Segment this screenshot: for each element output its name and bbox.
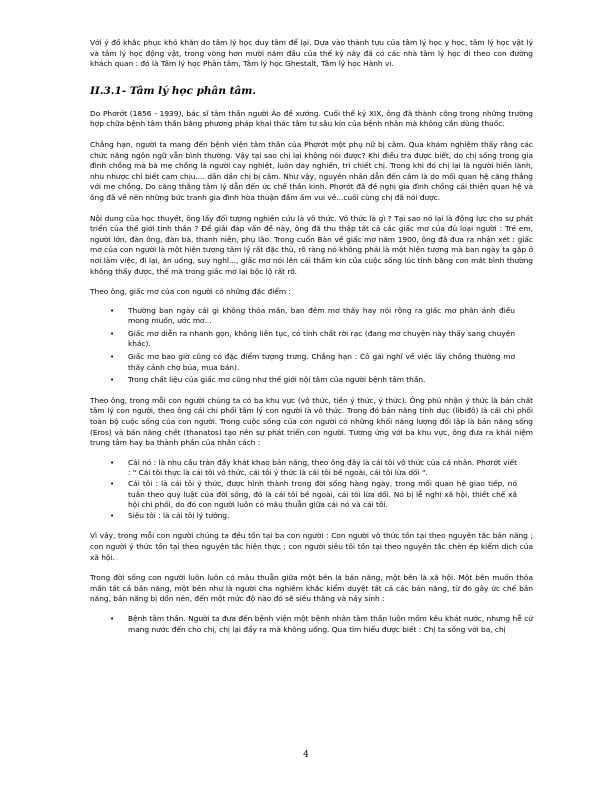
list-item: • Thường ban ngày cái gì không thỏa mãn, ban đêm mơ thấy hay nói rộng ra giấc mơ phản ánh điều mong muốn, ước mơ... bbox=[110, 305, 515, 326]
list-item: • Giấc mơ diễn ra nhanh gọn, không liên tục, có tính chất rời rạc (đang mơ chuyện này thấy sang chuyện khác). bbox=[110, 328, 515, 349]
bullet-icon: • bbox=[110, 458, 115, 467]
bullet-icon: • bbox=[110, 306, 115, 315]
bullet-icon: • bbox=[110, 511, 115, 520]
sublimation-list bbox=[90, 614, 533, 635]
paragraph-unconscious-dreams: Nội dung của học thuyết, ông lấy đối tượng nghiên cứu là vô thức. Vô thức là gì ? Tại sao nó lại là động lực cho sự phát triển của thế giới tinh thần ? Để giải đáp vấn đề này, ông đã thu thập tất cả các giấc mơ của đủ loại người : Trẻ em, người lớn, đàn ông, đàn bà, thanh niên, phụ lão. Trong cuốn Bàn về giấc mơ năm 1900, ông đã đưa ra nhận xét : giấc mơ của con người là một hiện tượng tâm lý rất đặc thù, rõ ràng nó không phải là một hiện tượng mà ban ngày ta gặp ở nơi làm việc, đi lại, ăn uống, suy nghĩ..., giấc mơ nói lên cái thầm kín của cuộc sống lúc tỉnh bằng con mắt bình thường không thấy được, thế mà trong giấc mơ lại bộc lộ rất rõ. bbox=[90, 213, 533, 276]
paragraph-mute-woman-case: Chẳng hạn, người ta mang đến bệnh viện tâm thần của Phơrớt một phụ nữ bị câm. Qua khám nghiệm thấy rằng các chức năng ngôn ngữ vẫn bình thường. Vậy tại sao chị lại không nói được? Khi điều tra được biết, do chị sống trong gia đình chồng mà bà mẹ chồng là người cay nghiệt, luôn day nghiến, trì chiết chị. Trong khi đó chị lại là người hiền lành, nhu nhược chỉ biết cam chịu.... dần dần chị bị câm. Như vậy, nguyên nhân dẫn đến câm là do mối quan hệ căng thẳng với mẹ chồng. Do căng thẳng tâm lý dẫn đến ức chế thần kinh. Phơrớt đã đề nghị gia đình chồng cải thiện quan hệ và ông đã về nên những bức tranh gia đình hòa thuận đầm ấm vui vẻ...cuối cùng chị đã nói được. bbox=[90, 139, 533, 202]
list-item: • Siêu tôi : là cái tôi lý tưởng. bbox=[110, 510, 230, 520]
bullet-icon: • bbox=[110, 480, 115, 488]
paragraph-conflict: Trong đời sống con người luôn luôn có mâu thuẫn giữa một bên là bản năng, một bên là xã hội. Một bên muốn thỏa mãn tất cả bản năng, một bên như là người cha nghiêm khắc kiểm duyệt tất cả các bản năng, từ đó gây ức chế bản năng, bản năng bị dồn nén, đến một mức độ nào đó sẽ siêu thăng và nảy sinh : bbox=[90, 573, 533, 604]
page-number: 4 bbox=[303, 750, 309, 760]
list-item: • Cái nó : là nhu cầu tràn đầy khát khao bản năng, theo ông đây là cái tôi vô thức của cá nhân. Phơrớt viết : " Cái tôi thực là cái tôi vô thức, cái tôi ý thức là cái tôi bề ngoài, cái tôi lừa dối ". bbox=[110, 457, 517, 478]
bullet-icon: • bbox=[110, 614, 115, 623]
list-item: • Trong chất liệu của giấc mơ cũng như thế giới nội tâm của người bệnh tâm thần. bbox=[110, 375, 426, 385]
intro-paragraph: Với ý đồ khắc phục khó khăn do tâm lý học duy tâm để lại. Dựa vào thành tựu của tâm lý học y học, tâm lý học vật lý và tâm lý học động vật, trong vòng hơn mười năm đầu của thế kỷ này đã có các nhà tâm lý học đi theo con đường khách quan : đó là Tâm lý học Phân tâm, Tâm lý học Ghestalt, Tâm lý học Hành vi. bbox=[90, 38, 533, 69]
list-item: • Giấc mơ bao giờ cũng có đặc điểm tượng trưng. Chẳng hạn : Cô gái nghĩ về việc lấy chồng thường mơ thấy cảnh chợ búa, mua bán). bbox=[110, 352, 515, 372]
list-item: • Bệnh tâm thần. Người ta đưa đến bệnh viện một bệnh nhân tâm thần luôn mồm kêu khát nước, nhưng hễ cứ mang nước đến cho chị, chị lại đẩy ra mà không uống. Qua tìm hiểu được biết : Chị ta sống với ba, chị bbox=[110, 613, 533, 634]
paragraph-three-persons: Vì vậy, trong mỗi con người chúng ta đều tồn tại ba con người : Con người vô thức tồn tại theo nguyên tắc bản năng ; con người ý thức tồn tại theo nguyên tắc hiện thực ; con người siêu tôi tồn tại theo nguyên tắc chèn ép kiểm dịch của xã hội. bbox=[90, 531, 533, 562]
bullet-icon: • bbox=[110, 376, 115, 385]
bullet-icon: • bbox=[110, 329, 115, 338]
paragraph-dream-features-intro: Theo ông, giấc mơ của con người có những đặc điểm : bbox=[90, 287, 291, 297]
document-page bbox=[90, 38, 533, 635]
list-item: • Cái tôi : là cái tôi ý thức, được hình thành trong đời sống hàng ngày, trong mối quan hệ giao tiếp, nó tuân theo quy luật của đời sống, đó là cái tôi bề ngoài, cái tôi lừa dối. Nó bị lễ nghi xã hội, thiết chế xã hội chi phối, do đó con người luôn có mâu thuẫn giữa cái nó và cái tôi. bbox=[110, 479, 517, 510]
personality-parts-list bbox=[90, 458, 533, 522]
section-heading: II.3.1- Tâm lý học phân tâm. bbox=[90, 84, 257, 97]
dream-features-list bbox=[90, 306, 533, 386]
paragraph-three-zones: Theo ông, trong mỗi con người chúng ta có ba khu vực (vô thức, tiền ý thức, ý thức). Ông phủ nhận ý thức là bản chất tâm lý con người, theo ông cái chi phối tâm lý con người là vô thức. Trong đó bản năng tính dục (libiđô) là cái chi phối toàn bộ cuộc sống của con người. Trong cuộc sống của con người có những khối năng lượng đối lập là bản năng sống (Eros) và bản năng chết (thanatos) tạo nên sự phát triển con người. Tương ứng với ba khu vực, ông đưa ra khái niệm trung tâm hay ba thành phần của nhân cách : bbox=[90, 395, 533, 448]
bullet-icon: • bbox=[110, 353, 115, 362]
paragraph-freud-intro: Do Phơrớt (1856 - 1939), bác sĩ tâm thần người Áo đề xướng. Cuối thế kỷ XIX, ông đã thành công trong những trường hợp chữa bệnh tâm thần bằng phương pháp khai thác tâm tư sâu kín của bệnh nhân mà không cần dùng thuốc. bbox=[90, 108, 533, 129]
